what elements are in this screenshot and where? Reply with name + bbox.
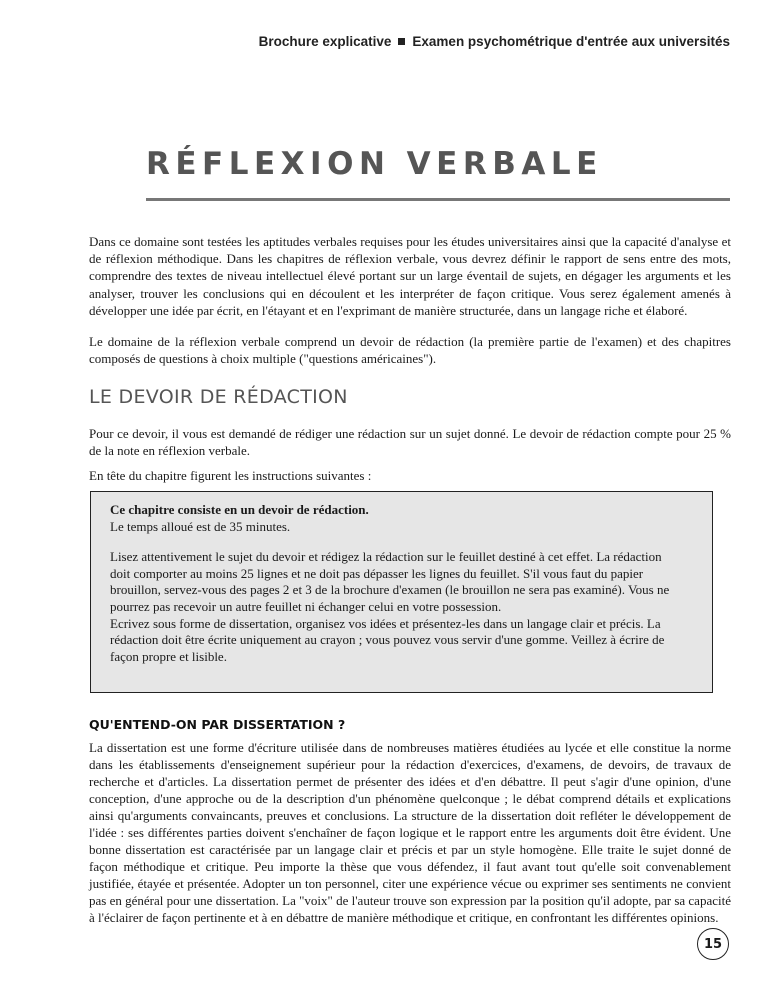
intro-paragraph-2: Le domaine de la réflexion verbale comprend un devoir de rédaction (la première partie de l'examen) et des chapitres composés de questions à choix multiple ("questions américaines"). (89, 334, 731, 367)
box-paragraph-2: Ecrivez sous forme de dissertation, organisez vos idées et présentez-les dans un langage clair et précis. La rédaction doit être écrite uniquement au crayon ; vous pouvez vous servir d'une gomme. Veillez à écrire de façon propre et lisible. (110, 615, 665, 664)
section-heading: LE DEVOIR DE RÉDACTION (89, 386, 348, 408)
square-bullet-icon (398, 38, 405, 45)
box-paragraph-1: Lisez attentivement le sujet du devoir et rédigez la rédaction sur le feuillet destiné à cet effet. La rédaction doit comporter au moins 25 lignes et ne doit pas dépasser les lignes du feuillet. S'il vous faut du papier brouillon, servez-vous des pages 2 et 3 de la brochure d'examen (le brouillon ne sera pas examiné). Vous ne pourrez pas recevoir un autre feuillet ni échanger celui en votre possession. (110, 549, 670, 614)
page-number: 15 (697, 928, 729, 960)
instructions-box (90, 491, 713, 693)
intro-paragraph-1: Dans ce domaine sont testées les aptitudes verbales requises pour les études universitaires ainsi que la capacité d'analyse et de réflexion méthodique. Dans les chapitres de réflexion verbale, vous devrez définir le rapport de sens entre des mots, comprendre des textes de niveau intellectuel élevé portant sur un large éventail de sujets, en dégager les arguments et les analyser, trouver les conclusions qui en découlent et les interpréter de façon critique. Vous serez également amenés à développer une idée par écrit, en l'étayant et en l'exprimant de manière structurée, dans un langage riche et élaboré. (89, 234, 731, 318)
section-paragraph-2: En tête du chapitre figurent les instructions suivantes : (89, 468, 372, 483)
section-paragraph-1: Pour ce devoir, il vous est demandé de rédiger une rédaction sur un sujet donné. Le devoir de rédaction compte pour 25 % de la note en réflexion verbale. (89, 426, 731, 459)
subsection-heading: QU'ENTEND-ON PAR DISSERTATION ? (89, 717, 346, 732)
box-title: Ce chapitre consiste en un devoir de rédaction. (110, 502, 369, 517)
title-rule (146, 198, 730, 201)
page-title: RÉFLEXION VERBALE (146, 146, 603, 182)
running-header (259, 34, 730, 49)
subsection-paragraph: La dissertation est une forme d'écriture utilisée dans de nombreuses matières étudiées au lycée et elle constitue la norme dans les établissements d'enseignement supérieur pour la rédaction d'exercices, d'examens, de devoirs, de travaux de recherche et d'articles. La dissertation permet de présenter des idées et d'en débattre. Il peut s'agir d'une opinion, d'une conception, d'une approche ou de la description d'un phénomène quelconque ; le débat comprend détails et explications ainsi qu'arguments convaincants, preuves et conclusions. La structure de la dissertation doit refléter le développement de l'idée : ses différentes parties doivent s'enchaîner de façon logique et le rapport entre les arguments doit être évident. Une bonne dissertation est caractérisée par un langage clair et précis et par un style homogène. Elle traite le sujet donné de façon méthodique et critique. Peu importe la thèse que vous défendez, il faut avant tout qu'elle soit convenablement justifiée, étayée et présentée. Adopter un ton personnel, citer une expérience vécue ou exprimer ses sentiments ne convient pas en général pour une dissertation. La "voix" de l'auteur trouve son expression par la position qu'il adopte, par sa capacité à l'éclairer de façon pertinente et à en débattre de manière méthodique et critique, en confrontant les différentes opinions. (89, 740, 731, 925)
box-time: Le temps alloué est de 35 minutes. (110, 518, 291, 534)
header-left: Brochure explicative (258, 34, 392, 49)
header-right: Examen psychométrique d'entrée aux universités (412, 34, 730, 49)
